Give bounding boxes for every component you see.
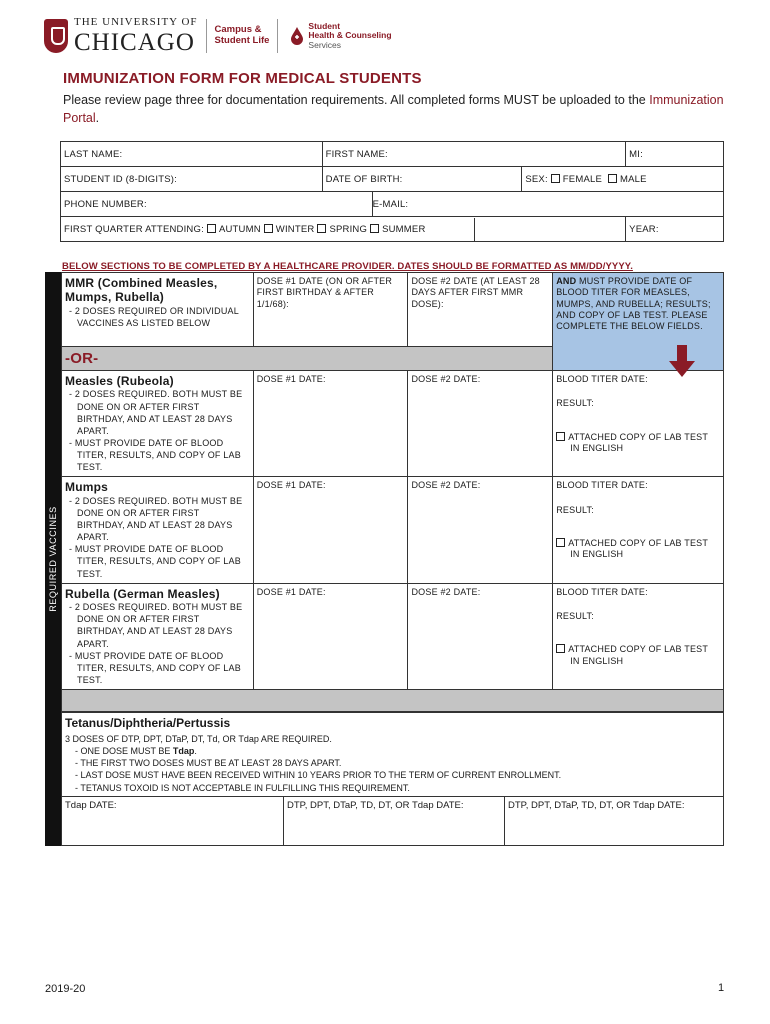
mumps-attached [556, 538, 720, 561]
mi-label: MI: [629, 148, 643, 160]
measles-attached [556, 432, 720, 455]
rubella-attached [556, 644, 720, 667]
and-label: AND [556, 276, 577, 286]
tetanus-bullet-3: - LAST DOSE MUST HAVE BEEN RECEIVED WITHIN 10 YEARS PRIOR TO THE TERM OF CURRENT ENROLLMENT. [75, 769, 715, 781]
measles-cell [62, 371, 254, 477]
campus-line2: Student Life [214, 35, 270, 46]
rubella-dose1-label: DOSE #1 DATE: [256, 586, 326, 597]
year-field[interactable] [626, 217, 724, 242]
year-label: YEAR: [629, 223, 659, 235]
winter-checkbox[interactable] [264, 224, 273, 233]
university-line1: THE UNIVERSITY OF [74, 16, 198, 28]
university-logo [74, 17, 198, 55]
year-divider [474, 218, 475, 242]
mmr-cell [62, 273, 254, 347]
measles-bullet-1: - 2 DOSES REQUIRED. BOTH MUST BE DONE ON OR AFTER FIRST BIRTHDAY, AND AT LEAST 28 DAYS APART. [65, 388, 250, 437]
phone-label: PHONE NUMBER: [64, 198, 147, 210]
tdap-date-field[interactable] [62, 796, 283, 846]
tdap-date-label: Tdap DATE: [65, 800, 117, 811]
first-quarter-field [61, 217, 626, 242]
mmr-bullet: - 2 DOSES REQUIRED OR INDIVIDUAL VACCINES AS LISTED BELOW [65, 305, 250, 329]
rubella-dose2-label: DOSE #2 DATE: [411, 586, 481, 597]
required-vaccines-sidebar [45, 272, 61, 846]
mmr-name: MMR (Combined Measles, Mumps, Rubella) [65, 276, 218, 305]
shcs-line1: Student [308, 20, 341, 31]
rubella-attached-label: ATTACHED COPY OF LAB TEST IN ENGLISH [568, 644, 708, 666]
tetanus-bullet-2: - THE FIRST TWO DOSES MUST BE AT LEAST 28 DAYS APART. [75, 757, 715, 769]
female-label: FEMALE [562, 173, 603, 185]
titer-note: MUST PROVIDE DATE OF BLOOD TITER FOR MEASLES, MUMPS, AND RUBELLA; RESULTS; AND COPY OF LAB TEST. PLEASE COMPLETE THE BELOW FIELDS. [556, 276, 711, 331]
university-line2: CHICAGO [74, 29, 195, 56]
first-quarter-label: FIRST QUARTER ATTENDING: [64, 223, 204, 235]
mumps-dose2-label: DOSE #2 DATE: [411, 480, 481, 491]
form-title: IMMUNIZATION FORM FOR MEDICAL STUDENTS [63, 70, 422, 87]
measles-dose1-label: DOSE #1 DATE: [256, 374, 326, 384]
rubella-attached-checkbox[interactable] [556, 644, 565, 653]
tetanus-bullet-1-bold: Tdap [172, 746, 195, 757]
dtp-date-field-1[interactable] [283, 796, 504, 846]
measles-titer-label: BLOOD TITER DATE: [556, 374, 648, 384]
mumps-bullet-2: - MUST PROVIDE DATE OF BLOOD TITER, RESULTS, AND COPY OF LAB TEST. [65, 543, 250, 579]
header [44, 14, 392, 58]
mumps-bullet-1: - 2 DOSES REQUIRED. BOTH MUST BE DONE ON OR AFTER FIRST BIRTHDAY, AND AT LEAST 28 DAYS APART. [65, 495, 250, 544]
spring-label: SPRING [329, 223, 368, 235]
tetanus-bullet-1 [75, 745, 715, 757]
campus-student-life-logo [215, 25, 270, 47]
dob-label: DATE OF BIRTH: [325, 173, 403, 185]
mumps-name: Mumps [65, 480, 108, 495]
rubella-dose2-field[interactable] [408, 583, 553, 689]
autumn-checkbox[interactable] [207, 224, 216, 233]
mumps-dose1-label: DOSE #1 DATE: [256, 480, 326, 491]
sex-field [522, 167, 724, 192]
email-field[interactable] [372, 192, 723, 217]
tetanus-bullet-1-text: ONE DOSE MUST BE [80, 746, 171, 757]
measles-dose2-field[interactable] [408, 371, 553, 477]
mmr-dose1-field[interactable] [253, 273, 408, 347]
last-name-label: LAST NAME: [64, 148, 123, 160]
logo-divider [206, 19, 207, 53]
rubella-bullet-1: - 2 DOSES REQUIRED. BOTH MUST BE DONE ON OR AFTER FIRST BIRTHDAY, AND AT LEAST 28 DAYS APART. [65, 601, 250, 650]
university-crest-icon [44, 19, 68, 53]
or-row [62, 347, 553, 371]
mmr-titer-note [553, 273, 724, 371]
campus-line1: Campus & [214, 24, 262, 36]
autumn-label: AUTUMN [218, 223, 261, 235]
shcs-line2: Health & Counseling [308, 30, 392, 41]
mmr-dose1-label: DOSE #1 DATE (ON OR AFTER FIRST BIRTHDAY & AFTER 1/1/68): [256, 276, 393, 309]
separator-row [62, 690, 724, 713]
page-number: 1 [718, 982, 725, 994]
measles-attached-label: ATTACHED COPY OF LAB TEST IN ENGLISH [568, 431, 708, 453]
male-label: MALE [620, 173, 647, 185]
student-id-field[interactable] [61, 167, 323, 192]
email-label: E-MAIL: [372, 198, 409, 210]
personal-info-table [60, 141, 724, 242]
student-id-label: STUDENT ID (8-DIGITS): [64, 173, 177, 185]
immunization-portal-link[interactable]: Immunization Portal [63, 93, 724, 125]
dtp-date-label-2: DTP, DPT, DTaP, TD, DT, OR Tdap DATE: [508, 800, 685, 811]
down-arrow-icon [669, 345, 695, 377]
mumps-attached-checkbox[interactable] [556, 538, 565, 547]
spring-checkbox[interactable] [317, 224, 326, 233]
first-name-field[interactable] [322, 142, 626, 167]
logo-divider-2 [277, 19, 278, 53]
measles-dose2-label: DOSE #2 DATE: [411, 374, 481, 384]
rubella-bullet-2: - MUST PROVIDE DATE OF BLOOD TITER, RESULTS, AND COPY OF LAB TEST. [65, 650, 250, 686]
health-services-logo [308, 22, 391, 50]
vaccine-table [61, 272, 724, 713]
dtp-date-label-1: DTP, DPT, DTaP, TD, DT, OR Tdap DATE: [287, 800, 464, 811]
intro-end: . [95, 110, 100, 125]
last-name-field[interactable] [61, 142, 323, 167]
measles-dose1-field[interactable] [253, 371, 408, 477]
intro-body: Please review page three for documentation requirements. All completed forms MUST be uploaded to the [63, 93, 646, 107]
summer-checkbox[interactable] [370, 224, 379, 233]
shcs-line3: Services [308, 39, 342, 50]
mumps-dose1-field[interactable] [253, 477, 408, 583]
intro-text [63, 92, 733, 127]
measles-name: Measles (Rubeola) [65, 374, 174, 388]
rubella-dose1-field[interactable] [253, 583, 408, 689]
phone-field[interactable] [61, 192, 373, 217]
mumps-titer-field[interactable] [553, 477, 724, 583]
provider-notice: BELOW SECTIONS TO BE COMPLETED BY A HEALTHCARE PROVIDER. DATES SHOULD BE FORMATTED AS MM/DD/YYYY. [62, 261, 633, 272]
measles-result-label: RESULT: [556, 398, 594, 409]
measles-attached-checkbox[interactable] [556, 432, 565, 441]
tetanus-section [61, 711, 724, 846]
mumps-titer-label: BLOOD TITER DATE: [556, 480, 648, 491]
or-label: -OR- [65, 350, 99, 367]
tetanus-name: Tetanus/Diphtheria/Pertussis [65, 716, 231, 730]
measles-titer-field[interactable] [553, 371, 724, 477]
rubella-result-label: RESULT: [556, 611, 594, 621]
mmr-dose2-field[interactable] [408, 273, 553, 347]
tetanus-description [65, 733, 715, 794]
sex-label: SEX: [525, 173, 548, 185]
tetanus-desc: 3 DOSES OF DTP, DPT, DTaP, DT, Td, OR Tdap ARE REQUIRED. [65, 734, 332, 744]
mumps-cell [62, 477, 254, 583]
mumps-result-label: RESULT: [556, 504, 594, 515]
male-checkbox[interactable] [608, 174, 617, 183]
mmr-dose2-label: DOSE #2 DATE (AT LEAST 28 DAYS AFTER FIRST MMR DOSE): [411, 276, 540, 309]
summer-label: SUMMER [382, 223, 426, 235]
dob-field[interactable] [322, 167, 522, 192]
first-name-label: FIRST NAME: [325, 148, 388, 160]
rubella-name: Rubella (German Measles) [65, 586, 220, 601]
measles-bullet-2: - MUST PROVIDE DATE OF BLOOD TITER, RESULTS, AND COPY OF LAB TEST. [65, 437, 250, 473]
mumps-dose2-field[interactable] [408, 477, 553, 583]
dtp-date-field-2[interactable] [504, 796, 724, 846]
footer-year: 2019-20 [45, 983, 86, 995]
mi-field[interactable] [626, 142, 724, 167]
tetanus-bullet-4: - TETANUS TOXOID IS NOT ACCEPTABLE IN FULFILLING THIS REQUIREMENT. [75, 782, 715, 794]
rubella-titer-field[interactable] [553, 583, 724, 689]
rubella-titer-label: BLOOD TITER DATE: [556, 586, 648, 597]
mumps-attached-label: ATTACHED COPY OF LAB TEST IN ENGLISH [568, 537, 708, 560]
tetanus-bullet-1-end: . [194, 746, 197, 757]
female-checkbox[interactable] [551, 174, 560, 183]
winter-label: WINTER [275, 223, 315, 235]
health-drop-icon [290, 26, 304, 46]
rubella-cell [62, 583, 254, 689]
sidebar-label: REQUIRED VACCINES [48, 506, 58, 612]
